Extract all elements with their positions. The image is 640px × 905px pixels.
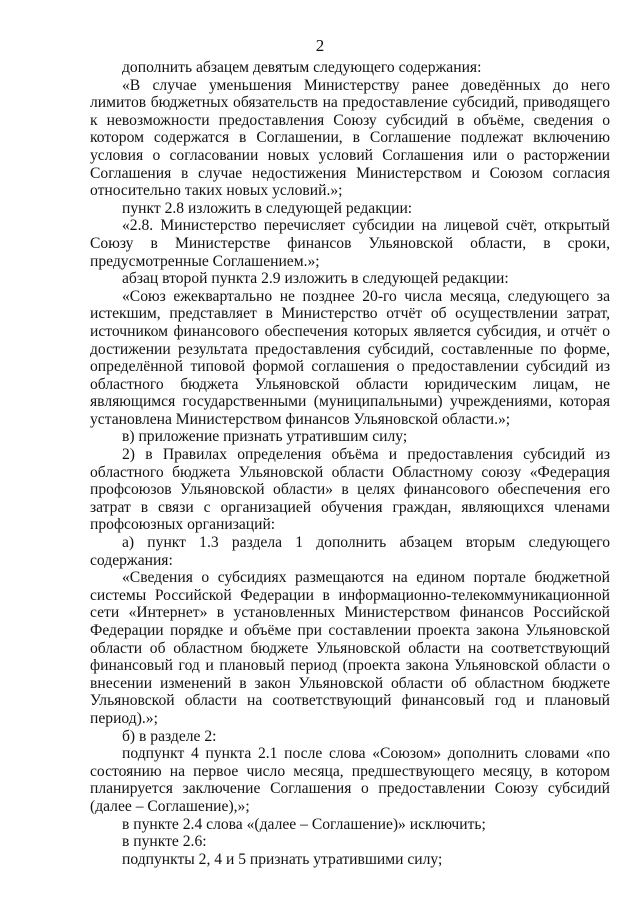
- paragraph: «2.8. Министерство перечисляет субсидии на лицевой счёт, открытый Союзу в Министерстве финансов Ульяновской области, в сроки, предусмотренные Соглашением.»;: [90, 217, 610, 270]
- page-number: 2: [315, 36, 325, 55]
- paragraph: подпункт 4 пункта 2.1 после слова «Союзом» дополнить словами «по состоянию на первое число месяца, предшествующего месяцу, в котором планируется заключение Соглашения о предоставлении Союзу субсидий (далее – Соглашение),»;: [90, 745, 610, 815]
- paragraph: 2) в Правилах определения объёма и предоставления субсидий из областного бюджета Ульяновской области Областному союзу «Федерация профсоюзов Ульяновской области» в целях финансового обеспечения его затрат в связи с организацией обучения граждан, являющихся членами профсоюзных организаций:: [90, 446, 610, 534]
- paragraph: в пункте 2.6:: [122, 833, 207, 851]
- paragraph: б) в разделе 2:: [122, 727, 217, 745]
- paragraph: абзац второй пункта 2.9 изложить в следующей редакции:: [122, 270, 509, 288]
- paragraph: «В случае уменьшения Министерству ранее доведённых до него лимитов бюджетных обязательств на предоставление субсидий, приводящего к невозможности предоставления Союзу субсидий в объёме, сведения о котором содержатся в Соглашении, в Соглашение подлежат включению условия о согласовании новых условий Соглашения или о расторжении Соглашения в случае недостижения Министерством и Союзом согласия относительно таких новых условий.»;: [90, 76, 610, 200]
- paragraph: пункт 2.8 изложить в следующей редакции:: [122, 199, 413, 217]
- paragraph: подпункты 2, 4 и 5 признать утратившими силу;: [122, 850, 443, 868]
- paragraph: в пункте 2.4 слова «(далее – Соглашение)» исключить;: [122, 815, 486, 833]
- paragraph: дополнить абзацем девятым следующего содержания:: [122, 59, 482, 76]
- paragraph: а) пункт 1.3 раздела 1 дополнить абзацем вторым следующего содержания:: [90, 534, 610, 569]
- paragraph: в) приложение признать утратившим силу;: [122, 428, 408, 446]
- document-body: [90, 59, 610, 868]
- paragraph: «Союз ежеквартально не позднее 20-го числа месяца, следующего за истекшим, представляет в Министерство отчёт об осуществлении затрат, источником финансового обеспечения которых является субсидия, и отчёт о достижении результата предоставления субсидий, составленные по форме, определённой типовой формой соглашения о предоставлении субсидий из областного бюджета Ульяновской области юридическим лицам, не являющимся государственными (муниципальными) учреждениями, которая установлена Министерством финансов Ульяновской области.»;: [90, 287, 610, 428]
- paragraph: «Сведения о субсидиях размещаются на едином портале бюджетной системы Российской Федерации в информационно-телекоммуникационной сети «Интернет» в установленных Министерством финансов Российской Федерации порядке и объёме при составлении проекта закона Ульяновской области об областном бюджете Ульяновской области на соответствующий финансовый год и плановый период (проекта закона Ульяновской области о внесении изменений в закон Ульяновской области об областном бюджете Ульяновской области на соответствующий финансовый год и плановый период).»;: [90, 569, 610, 727]
